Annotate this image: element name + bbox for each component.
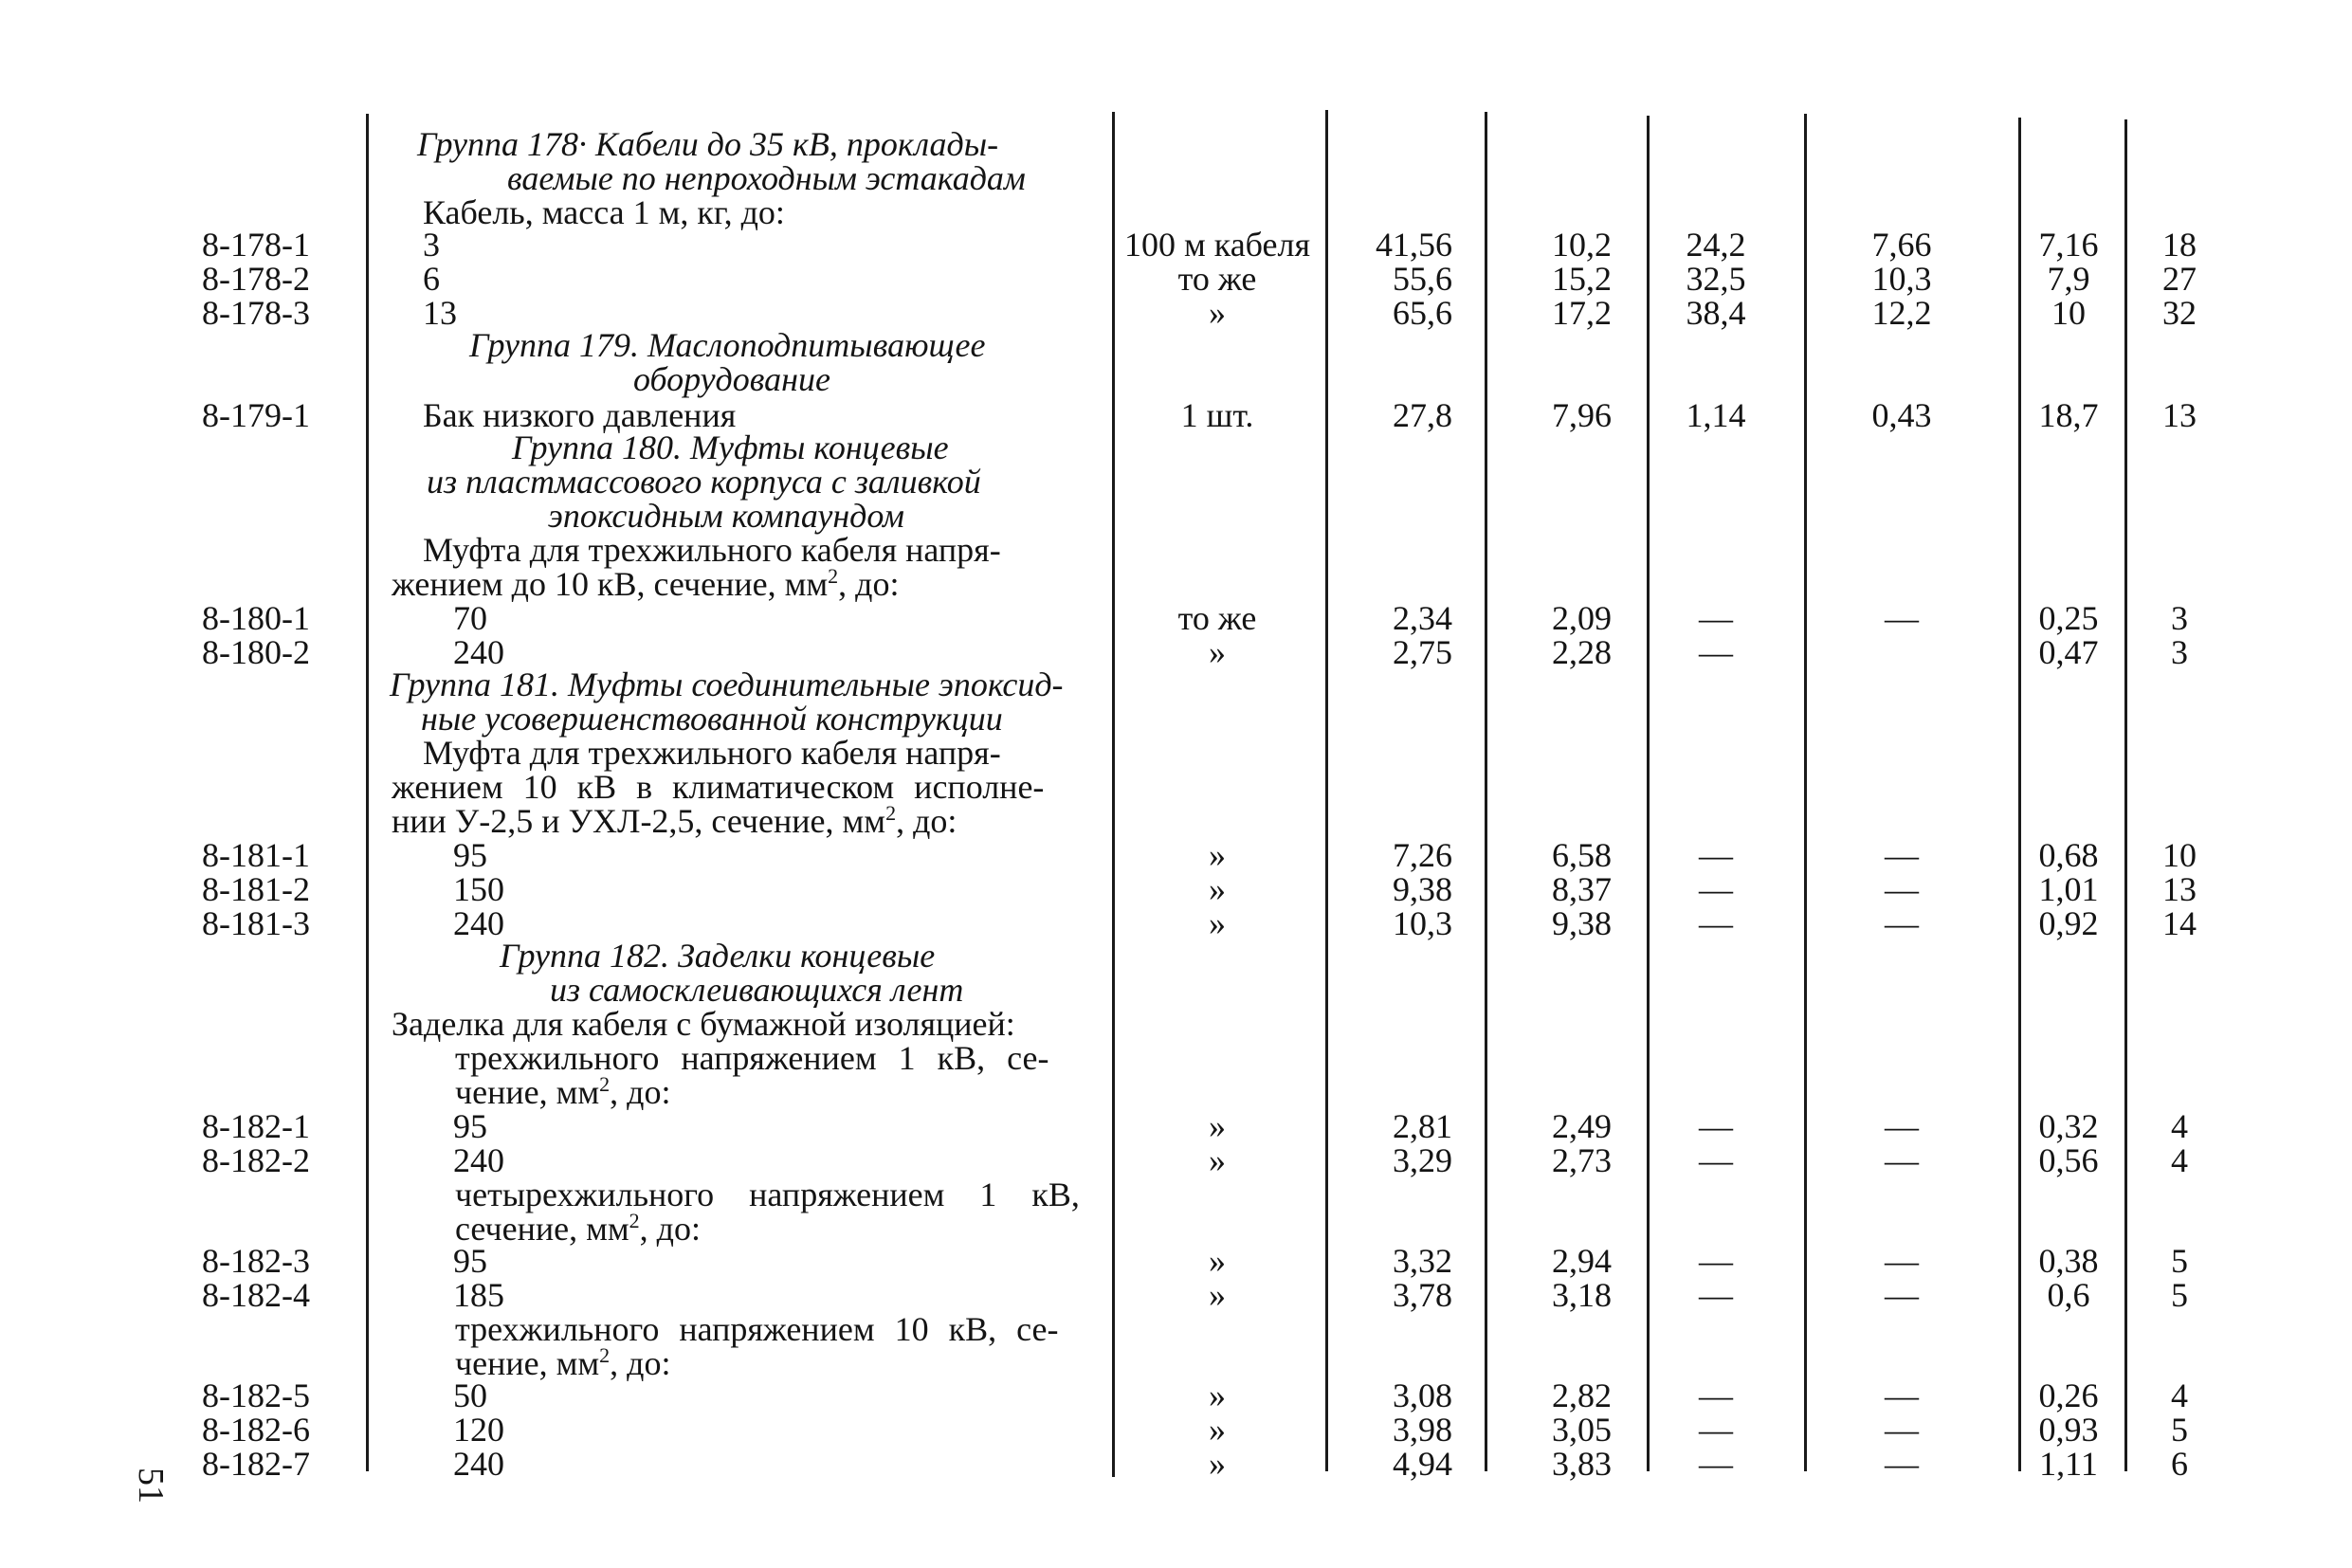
group-180-title-1: Группа 180. Муфты концевые bbox=[512, 428, 949, 466]
cell-c3: — bbox=[1699, 633, 1733, 671]
cell-c2: 15,2 bbox=[1552, 260, 1612, 298]
row-name: 50 bbox=[453, 1377, 487, 1414]
cell-c2: 10,2 bbox=[1552, 226, 1612, 264]
group-182-description-a2: чение, $мм^2$, до: bbox=[455, 1072, 671, 1111]
cell-c3: — bbox=[1699, 904, 1733, 942]
cell-c6: 5 bbox=[2171, 1242, 2188, 1280]
cell-c5: 1,01 bbox=[2038, 870, 2099, 908]
cell-c2: 3,83 bbox=[1552, 1445, 1612, 1483]
cell-c4: 10,3 bbox=[1871, 260, 1932, 298]
cell-c1: 3,29 bbox=[1393, 1141, 1452, 1179]
group-180-title-3: эпоксидным компаундом bbox=[548, 497, 904, 535]
cell-c3: — bbox=[1699, 599, 1733, 637]
cell-c6: 5 bbox=[2171, 1276, 2188, 1314]
group-182-description-c1: трехжильного напряжением 10 кВ, се- bbox=[455, 1310, 1059, 1348]
cell-c4: — bbox=[1885, 1411, 1919, 1449]
cell-c1: 27,8 bbox=[1393, 396, 1452, 434]
cell-c6: 4 bbox=[2171, 1141, 2188, 1179]
cell-c5: 0,26 bbox=[2038, 1377, 2099, 1414]
cell-unit: » bbox=[1209, 1107, 1226, 1145]
cell-c6: 10 bbox=[2162, 836, 2197, 874]
row-name: 240 bbox=[453, 1141, 504, 1179]
cell-unit: то же bbox=[1177, 260, 1257, 298]
group-182-description-b1: четырехжильного напряжением 1 кВ, bbox=[455, 1176, 1080, 1213]
cell-c5: 18,7 bbox=[2038, 396, 2099, 434]
cell-unit: » bbox=[1209, 294, 1226, 332]
cell-c2: 2,82 bbox=[1552, 1377, 1612, 1414]
cell-c3: 38,4 bbox=[1686, 294, 1746, 332]
group-181-title-1: Группа 181. Муфты соединительные эпоксид- bbox=[390, 665, 1064, 703]
cell-c4: — bbox=[1885, 1141, 1919, 1179]
cell-c3: 1,14 bbox=[1686, 396, 1746, 434]
group-182-description-c2: чение, $мм^2$, до: bbox=[455, 1343, 671, 1382]
row-name: 70 bbox=[453, 599, 487, 637]
group-180-title-2: из пластмассового корпуса с заливкой bbox=[427, 463, 981, 501]
row-name: 150 bbox=[453, 870, 504, 908]
group-178-description: Кабель, масса 1 м, кг, до: bbox=[423, 193, 785, 231]
cell-c6: 27 bbox=[2162, 260, 2197, 298]
row-name: 240 bbox=[453, 633, 504, 671]
cell-c4: — bbox=[1885, 1445, 1919, 1483]
cell-c5: 0,93 bbox=[2038, 1411, 2099, 1449]
cell-unit: 100 м кабеля bbox=[1123, 226, 1311, 264]
cell-c4: — bbox=[1885, 904, 1919, 942]
row-name: 240 bbox=[453, 904, 504, 942]
cell-c4: — bbox=[1885, 1377, 1919, 1414]
cell-c3: 32,5 bbox=[1686, 260, 1746, 298]
cell-c5: 0,25 bbox=[2038, 599, 2099, 637]
cell-unit: » bbox=[1209, 1242, 1226, 1280]
cell-unit: » bbox=[1209, 1141, 1226, 1179]
cell-c5: 0,92 bbox=[2038, 904, 2099, 942]
cell-c2: 2,73 bbox=[1552, 1141, 1612, 1179]
cell-c2: 6,58 bbox=[1552, 836, 1612, 874]
cell-c3: — bbox=[1699, 836, 1733, 874]
cell-unit: » bbox=[1209, 836, 1226, 874]
row-code: 8-180-2 bbox=[202, 633, 310, 671]
cell-c1: 4,94 bbox=[1393, 1445, 1452, 1483]
row-code: 8-179-1 bbox=[202, 396, 310, 434]
cell-c5: 7,16 bbox=[2038, 226, 2099, 264]
cell-c2: 9,38 bbox=[1552, 904, 1612, 942]
group-179-title-1: Группа 179. Маслоподпитывающее bbox=[469, 326, 986, 364]
cell-c1: 65,6 bbox=[1393, 294, 1452, 332]
cell-unit: » bbox=[1209, 1411, 1226, 1449]
row-code: 8-182-3 bbox=[202, 1242, 310, 1280]
group-178-title-1: Группа 178· Кабели до 35 кВ, проклады- bbox=[417, 125, 999, 163]
cell-c4: 12,2 bbox=[1871, 294, 1932, 332]
cell-c2: 2,94 bbox=[1552, 1242, 1612, 1280]
cell-unit: » bbox=[1209, 904, 1226, 942]
row-name: 95 bbox=[453, 1242, 487, 1280]
group-182-description-a1: трехжильного напряжением 1 кВ, се- bbox=[455, 1039, 1049, 1077]
cell-unit: » bbox=[1209, 1445, 1226, 1483]
group-182-title-2: из самосклеивающихся лент bbox=[550, 971, 964, 1009]
row-name: 13 bbox=[423, 294, 457, 332]
cell-c2: 3,18 bbox=[1552, 1276, 1612, 1314]
group-181-description-3: нии У-2,5 и УХЛ-2,5, сечение, $мм^2$, до: bbox=[392, 801, 957, 840]
row-name: 95 bbox=[453, 836, 487, 874]
group-182-description-b2: сечение, $мм^2$, до: bbox=[455, 1209, 701, 1248]
cell-c1: 41,56 bbox=[1376, 226, 1452, 264]
cell-c1: 7,26 bbox=[1393, 836, 1452, 874]
cell-c5: 10 bbox=[2051, 294, 2086, 332]
cell-c5: 0,6 bbox=[2047, 1276, 2090, 1314]
group-181-title-2: ные усовершенствованной конструкции bbox=[421, 700, 1003, 738]
cell-c3: — bbox=[1699, 1445, 1733, 1483]
group-178-title-2: ваемые по непроходным эстакадам bbox=[507, 159, 1026, 197]
cell-c6: 18 bbox=[2162, 226, 2197, 264]
cell-c5: 0,68 bbox=[2038, 836, 2099, 874]
cell-unit: » bbox=[1209, 1377, 1226, 1414]
row-code: 8-181-1 bbox=[202, 836, 310, 874]
row-code: 8-182-4 bbox=[202, 1276, 310, 1314]
cell-c2: 17,2 bbox=[1552, 294, 1612, 332]
cell-c6: 13 bbox=[2162, 396, 2197, 434]
row-name: 3 bbox=[423, 226, 440, 264]
cell-c3: — bbox=[1699, 1242, 1733, 1280]
row-code: 8-181-3 bbox=[202, 904, 310, 942]
cell-c4: — bbox=[1885, 1242, 1919, 1280]
cell-c6: 3 bbox=[2171, 599, 2188, 637]
cell-c4: 0,43 bbox=[1871, 396, 1932, 434]
cell-c2: 2,09 bbox=[1552, 599, 1612, 637]
cell-c4: — bbox=[1885, 1276, 1919, 1314]
cell-c6: 13 bbox=[2162, 870, 2197, 908]
cell-c1: 3,08 bbox=[1393, 1377, 1452, 1414]
cell-c1: 3,32 bbox=[1393, 1242, 1452, 1280]
cell-c1: 2,34 bbox=[1393, 599, 1452, 637]
row-code: 8-178-2 bbox=[202, 260, 310, 298]
cell-c3: — bbox=[1699, 1107, 1733, 1145]
cell-c1: 55,6 bbox=[1393, 260, 1452, 298]
row-code: 8-181-2 bbox=[202, 870, 310, 908]
cell-c6: 5 bbox=[2171, 1411, 2188, 1449]
row-name: 185 bbox=[453, 1276, 504, 1314]
row-code: 8-182-5 bbox=[202, 1377, 310, 1414]
group-181-description-2: жением 10 кВ в климатическом исполне- bbox=[392, 768, 1045, 806]
cell-c1: 3,98 bbox=[1393, 1411, 1452, 1449]
cell-c4: 7,66 bbox=[1871, 226, 1932, 264]
cell-c6: 32 bbox=[2162, 294, 2197, 332]
cell-c1: 10,3 bbox=[1393, 904, 1452, 942]
row-code: 8-182-7 bbox=[202, 1445, 310, 1483]
row-code: 8-178-1 bbox=[202, 226, 310, 264]
cell-unit: » bbox=[1209, 870, 1226, 908]
cell-unit: » bbox=[1209, 633, 1226, 671]
cell-c4: — bbox=[1885, 1107, 1919, 1145]
row-code: 8-182-2 bbox=[202, 1141, 310, 1179]
group-179-title-2: оборудование bbox=[633, 360, 830, 398]
cell-unit: 1 шт. bbox=[1180, 396, 1254, 434]
cell-c6: 4 bbox=[2171, 1107, 2188, 1145]
row-code: 8-178-3 bbox=[202, 294, 310, 332]
group-180-description-1: Муфта для трехжильного кабеля напря- bbox=[423, 531, 1001, 569]
cell-c6: 4 bbox=[2171, 1377, 2188, 1414]
cell-c4: — bbox=[1885, 836, 1919, 874]
cell-c3: — bbox=[1699, 1411, 1733, 1449]
column-rule-unit bbox=[1112, 112, 1115, 1477]
row-name: 95 bbox=[453, 1107, 487, 1145]
cell-c5: 0,32 bbox=[2038, 1107, 2099, 1145]
cell-c2: 2,28 bbox=[1552, 633, 1612, 671]
row-name: 120 bbox=[453, 1411, 504, 1449]
row-code: 8-182-1 bbox=[202, 1107, 310, 1145]
cell-c2: 3,05 bbox=[1552, 1411, 1612, 1449]
cell-c5: 0,56 bbox=[2038, 1141, 2099, 1179]
cell-c6: 3 bbox=[2171, 633, 2188, 671]
group-182-description-head: Заделка для кабеля с бумажной изоляцией: bbox=[392, 1005, 1015, 1043]
cell-c1: 2,75 bbox=[1393, 633, 1452, 671]
cell-c3: — bbox=[1699, 1276, 1733, 1314]
group-180-description-2: жением до 10 кВ, сечение, $мм^2$, до: bbox=[392, 564, 900, 603]
cell-c6: 14 bbox=[2162, 904, 2197, 942]
page-number: 51 bbox=[131, 1468, 171, 1504]
cell-c1: 2,81 bbox=[1393, 1107, 1452, 1145]
cell-c4: — bbox=[1885, 870, 1919, 908]
cell-unit: то же bbox=[1177, 599, 1257, 637]
row-code: 8-180-1 bbox=[202, 599, 310, 637]
cell-c1: 9,38 bbox=[1393, 870, 1452, 908]
cell-c3: — bbox=[1699, 1377, 1733, 1414]
cell-c2: 8,37 bbox=[1552, 870, 1612, 908]
row-name: 6 bbox=[423, 260, 440, 298]
cell-c2: 2,49 bbox=[1552, 1107, 1612, 1145]
row-name: Бак низкого давления bbox=[423, 396, 737, 434]
column-rule-name bbox=[366, 114, 369, 1471]
cell-c5: 0,38 bbox=[2038, 1242, 2099, 1280]
cell-c3: 24,2 bbox=[1686, 226, 1746, 264]
cell-unit: » bbox=[1209, 1276, 1226, 1314]
cell-c6: 6 bbox=[2171, 1445, 2188, 1483]
row-code: 8-182-6 bbox=[202, 1411, 310, 1449]
cell-c3: — bbox=[1699, 1141, 1733, 1179]
cell-c2: 7,96 bbox=[1552, 396, 1612, 434]
cell-c1: 3,78 bbox=[1393, 1276, 1452, 1314]
row-name: 240 bbox=[453, 1445, 504, 1483]
group-182-title-1: Группа 182. Заделки концевые bbox=[500, 937, 936, 975]
cell-c5: 7,9 bbox=[2047, 260, 2090, 298]
cell-c5: 0,47 bbox=[2038, 633, 2099, 671]
cell-c3: — bbox=[1699, 870, 1733, 908]
cell-c4: — bbox=[1885, 599, 1919, 637]
group-181-description-1: Муфта для трехжильного кабеля напря- bbox=[423, 734, 1001, 772]
cell-c5: 1,11 bbox=[2039, 1445, 2098, 1483]
